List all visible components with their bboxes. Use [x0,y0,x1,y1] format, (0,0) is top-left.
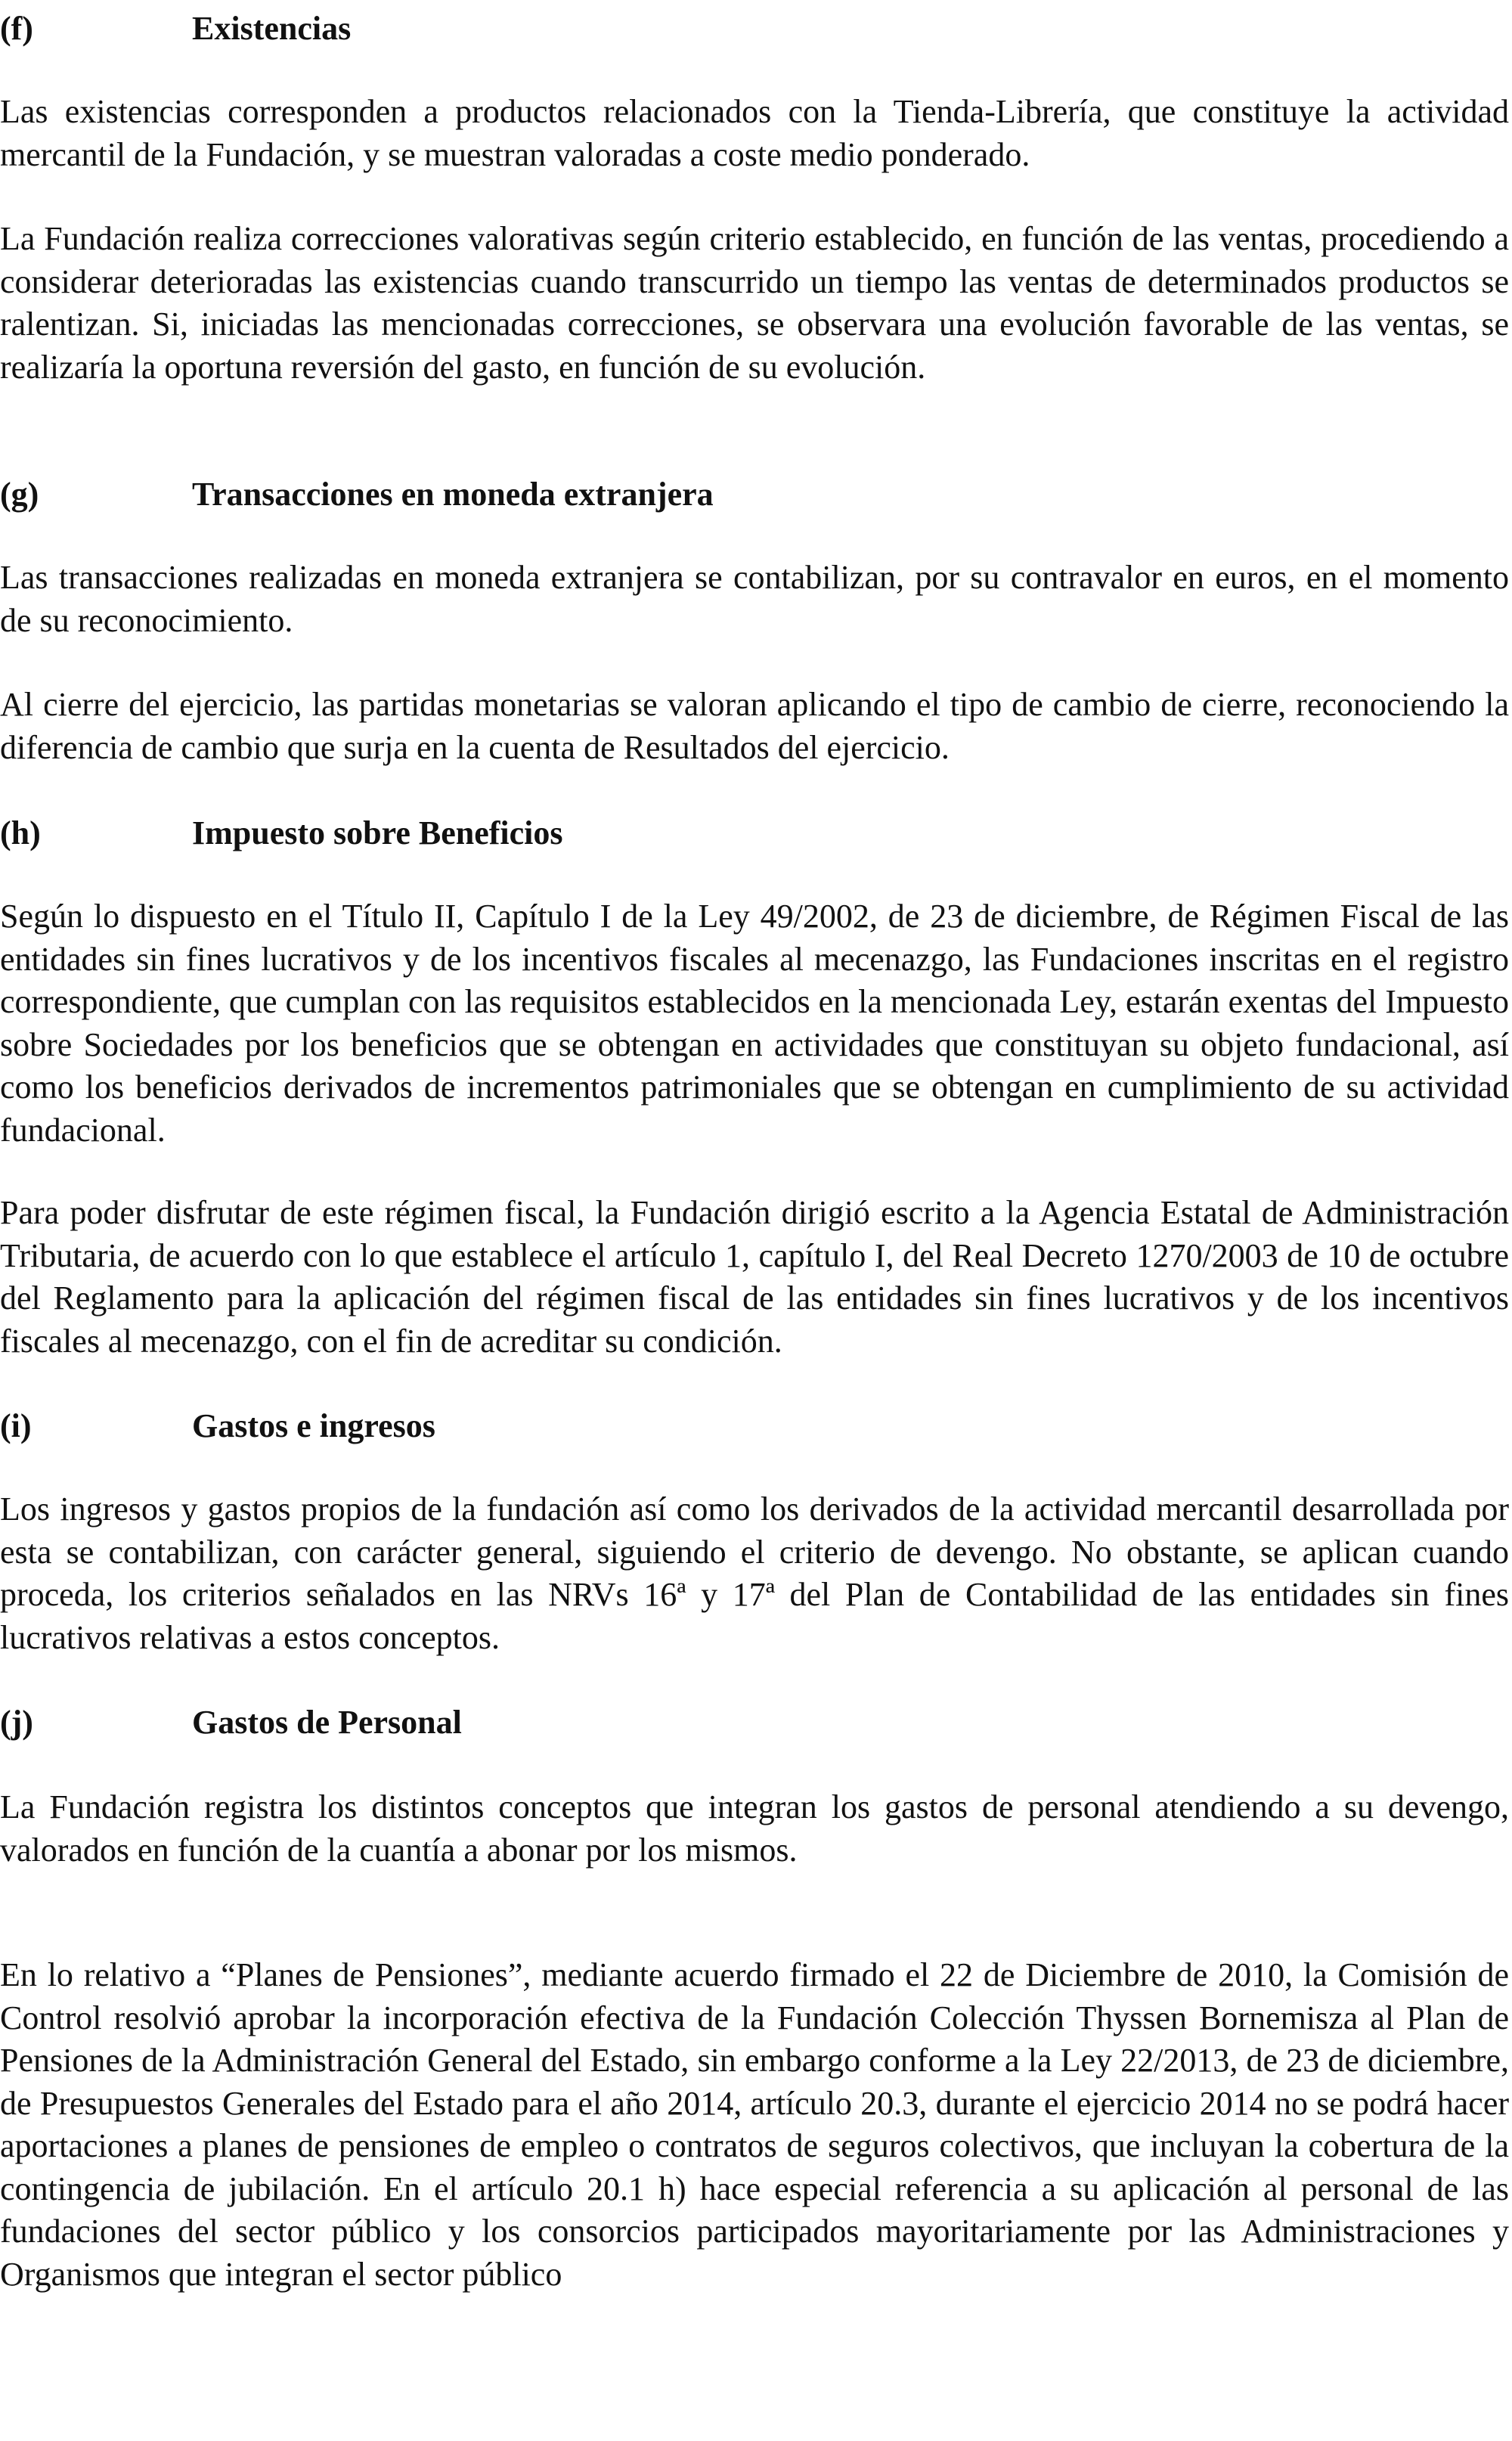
section-letter: (g) [0,476,39,513]
paragraph-block [0,91,1509,176]
section-impuesto [0,811,1509,856]
paragraph-block [0,218,1509,389]
section-gastos-ingresos [0,1403,1509,1449]
paragraph-block [0,684,1509,769]
paragraph: Según lo dispuesto en el Título II, Capítulo I de la Ley 49/2002, de 23 de diciembre, de Régimen Fiscal de las entidades sin fines lucrativos y de los incentivos fiscales al mecenazgo, las Fundaciones inscritas en el registro correspondiente, que cumplan con las requisitos establecidos en la mencionada Ley, estarán exentas del Impuesto sobre Sociedades por los beneficios que se obtengan en actividades que constituyan su objeto fundacional, así como los beneficios derivados de incrementos patrimoniales que se obtengan en cumplimiento de su actividad fundacional. [0,898,1510,1149]
paragraph: Al cierre del ejercicio, las partidas monetarias se valoran aplicando el tipo de cambio de cierre, reconociendo la diferencia de cambio que surja en la cuenta de Resultados del ejercicio. [0,686,1509,766]
section-title: Gastos e ingresos [192,1407,435,1444]
paragraph: Las transacciones realizadas en moneda extranjera se contabilizan, por su contravalor en euros, en el momento de su reconocimiento. [0,559,1509,639]
section-heading [0,1403,1509,1449]
section-existencias [0,6,1509,51]
section-title: Impuesto sobre Beneficios [192,814,563,851]
paragraph: Para poder disfrutar de este régimen fiscal, la Fundación dirigió escrito a la Agencia Estatal de Administración Tributaria, de acuerdo con lo que establece el artículo 1, capítulo I, del Real Decreto 1270/2003 de 10 de octubre del Reglamento para la aplicación del régimen fiscal de las entidades sin fines lucrativos y de los incentivos fiscales al mecenazgo, con el fin de acreditar su condición. [0,1194,1509,1360]
section-heading [0,472,1509,517]
section-title: Existencias [192,10,352,47]
section-heading [0,6,1509,51]
section-heading [0,1700,1509,1745]
paragraph-block [0,1488,1509,1659]
section-heading [0,811,1509,856]
paragraph: Las existencias corresponden a productos relacionados con la Tienda-Librería, que constituye la actividad mercantil de la Fundación, y se muestran valoradas a coste medio ponderado. [0,93,1509,173]
section-letter: (i) [0,1407,32,1444]
paragraph: En lo relativo a “Planes de Pensiones”, mediante acuerdo firmado el 22 de Diciembre de 2010, la Comisión de Control resolvió aprobar la incorporación efectiva de la Fundación Colección Thyssen Bornemisza al Plan de Pensiones de la Administración General del Estado, sin embargo conforme a la Ley 22/2013, de 23 de diciembre, de Presupuestos Generales del Estado para el año 2014, artículo 20.3, durante el ejercicio 2014 no se podrá hacer aportaciones a planes de pensiones de empleo o contratos de seguros colectivos, que incluyan la cobertura de la contingencia de jubilación. En el artículo 20.1 h) hace especial referencia a su aplicación al personal de las fundaciones del sector público y los consorcios participados mayoritariamente por las Administraciones y Organismos que integran el sector público [0,1956,1509,2293]
section-letter: (j) [0,1704,33,1741]
section-letter: (f) [0,10,33,47]
section-title: Transacciones en moneda extranjera [192,476,714,513]
section-letter: (h) [0,814,41,851]
section-gastos-personal [0,1700,1509,1745]
paragraph-block [0,1786,1509,1872]
section-transacciones [0,472,1509,517]
paragraph-block [0,1192,1509,1363]
paragraph-block [0,1954,1509,2296]
paragraph: La Fundación realiza correcciones valorativas según criterio establecido, en función de las ventas, procediendo a considerar deterioradas las existencias cuando transcurrido un tiempo las ventas de determinados productos se ralentizan. Si, iniciadas las mencionadas correcciones, se observara una evolución favorable de las ventas, se realizaría la oportuna reversión del gasto, en función de su evolución. [0,220,1509,386]
section-title: Gastos de Personal [192,1704,462,1741]
paragraph-block [0,895,1509,1152]
paragraph: Los ingresos y gastos propios de la fundación así como los derivados de la actividad mercantil desarrollada por esta se contabilizan, con carácter general, siguiendo el criterio de devengo. No obstante, se aplican cuando proceda, los criterios señalados en las NRVs 16ª y 17ª del Plan de Contabilidad de las entidades sin fines lucrativos relativas a estos conceptos. [0,1490,1509,1656]
paragraph-block [0,557,1509,642]
paragraph: La Fundación registra los distintos conceptos que integran los gastos de personal atendiendo a su devengo, valorados en función de la cuantía a abonar por los mismos. [0,1788,1509,1869]
